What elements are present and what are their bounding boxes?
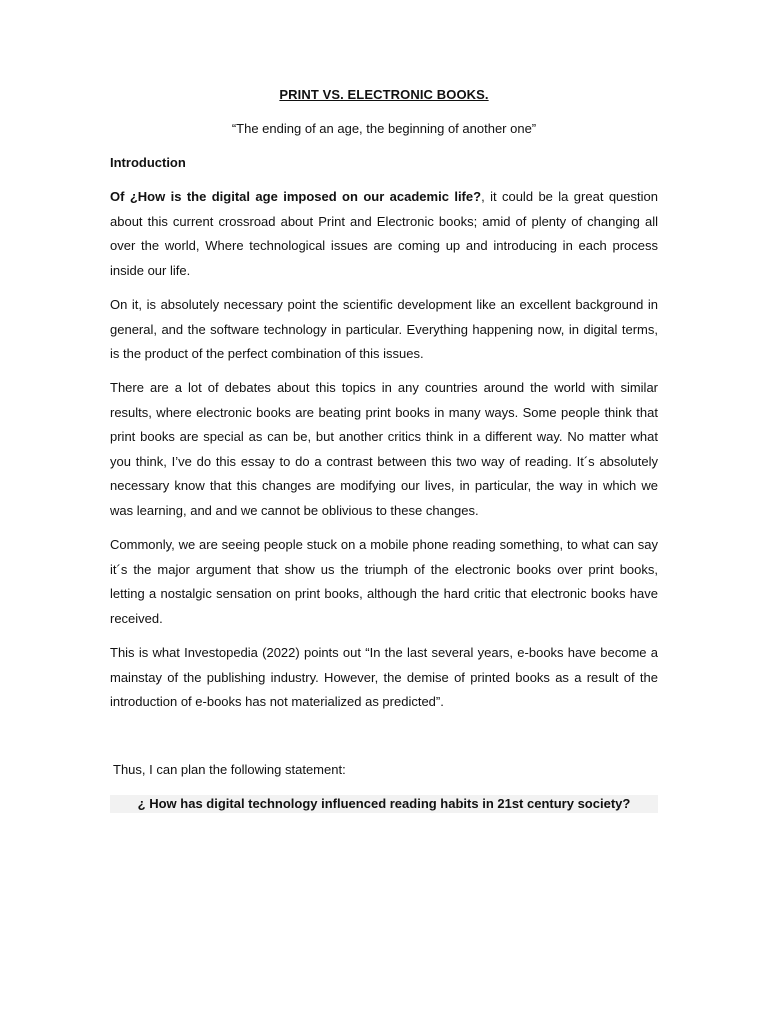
- paragraph-1-body: , it could be la great question about this current crossroad about Print and Electronic books; amid of plenty of changing all over the world, Where technological issues are coming up and introducing in each process inside our life.: [110, 189, 658, 278]
- statement-intro: Thus, I can plan the following statement:: [113, 762, 346, 777]
- paragraph-3: There are a lot of debates about this topics in any countries around the world with similar results, where electronic books are beating print books in many ways. Some people think that print books are special as can be, but another critics think in a different way. No matter what you think, I’ve do this essay to do a contrast between this two way of reading. It´s absolutely necessary know that this changes are modifying our lives, in particular, the way in which we was learning, and and we cannot be oblivious to these changes.: [110, 380, 658, 518]
- paragraph-1: [110, 185, 658, 283]
- section-heading: Introduction: [110, 155, 186, 170]
- research-question: ¿ How has digital technology influenced reading habits in 21st century society?: [110, 795, 658, 813]
- paragraph-5: This is what Investopedia (2022) points out “In the last several years, e-books have become a mainstay of the publishing industry. However, the demise of printed books as a result of the introduction of e-books has not materialized as predicted”.: [110, 645, 658, 709]
- paragraph-1-lead: Of ¿How is the digital age imposed on our academic life?: [110, 189, 482, 204]
- document-title: PRINT VS. ELECTRONIC BOOKS.: [279, 87, 489, 102]
- paragraph-4: Commonly, we are seeing people stuck on a mobile phone reading something, to what can say it´s the major argument that show us the triumph of the electronic books over print books, letting a nostalgic sensation on print books, although the hard critic that electronic books have received.: [110, 537, 658, 626]
- document-subtitle: “The ending of an age, the beginning of another one”: [231, 121, 537, 136]
- paragraph-2: On it, is absolutely necessary point the scientific development like an excellent background in general, and the software technology in particular. Everything happening now, in digital terms, is the product of the perfect combination of this issues.: [110, 297, 658, 361]
